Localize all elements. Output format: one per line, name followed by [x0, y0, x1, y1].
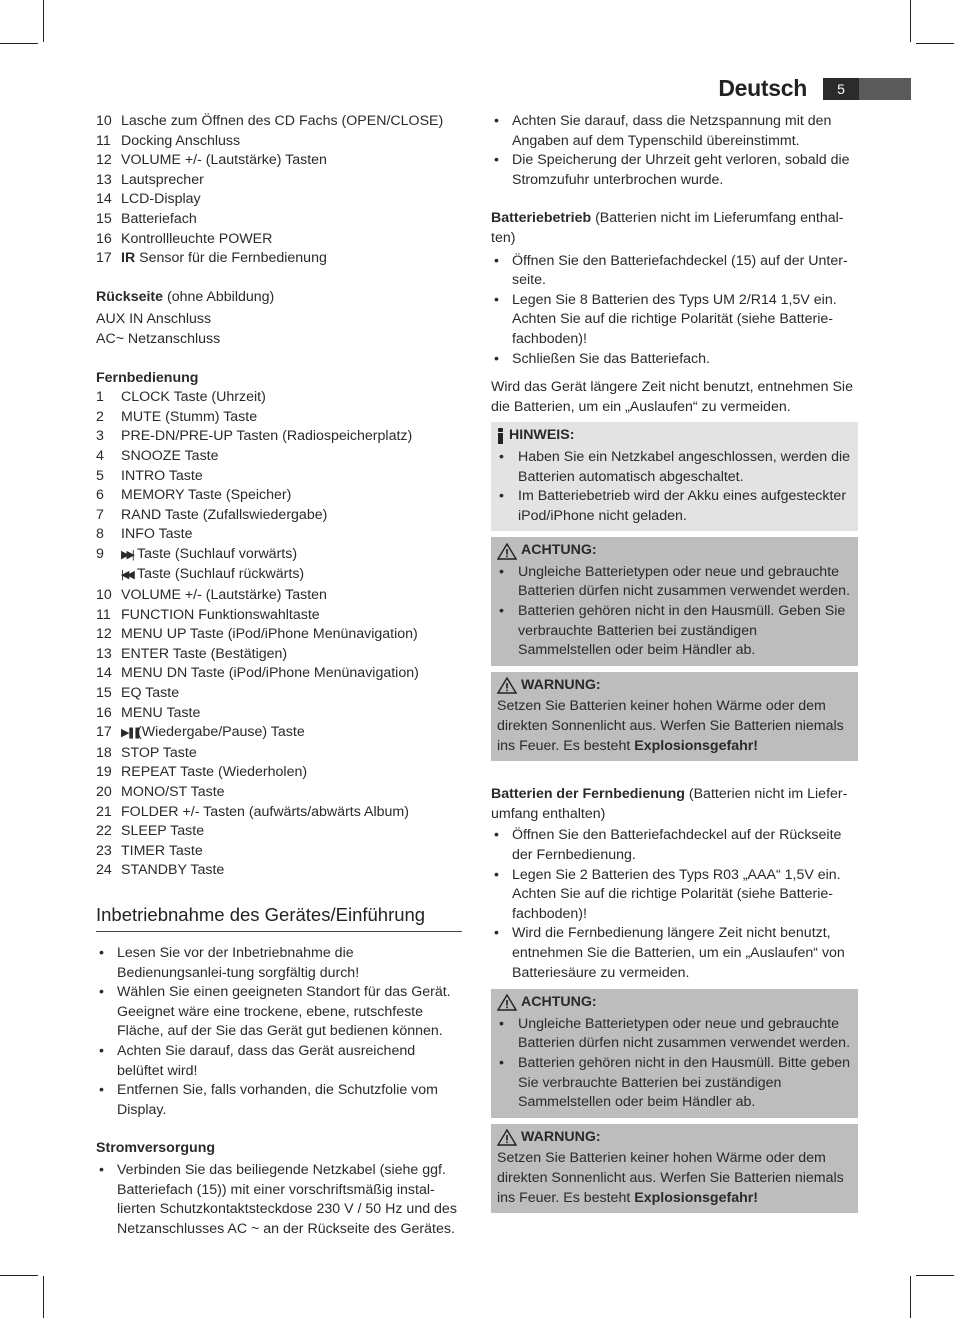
bullet-item: • Batterien gehören nicht in den Hausmüll. Bitte geben Sie verbrauchte Batterien bei zuständigen Sammelstellen oder beim Händler ab. [497, 1054, 852, 1113]
bullet-item: • Wählen Sie einen geeigneten Standort für das Gerät. Geeignet wäre eine trockene, ebene, rutschfeste Fläche, auf der Sie das Gerät gut bedienen können. [96, 983, 462, 1042]
item-text: STANDBY Taste [121, 862, 225, 879]
item-number: 3 [96, 428, 104, 445]
item-number: 6 [96, 487, 104, 504]
item-text: PRE-DN/PRE-UP Tasten (Radiospeicherplatz) [121, 428, 413, 445]
warnung-title: WARNUNG: [521, 676, 601, 693]
item-text: RAND Taste (Zufallswiedergabe) [121, 506, 328, 523]
list-item [96, 506, 462, 526]
item-number: 12 [96, 152, 112, 169]
rueckseite-line: AUX IN Anschluss [96, 311, 212, 328]
list-item [96, 171, 462, 191]
fernbedienung-heading: Fernbedienung [96, 369, 199, 386]
list-item [96, 545, 462, 566]
language-title: Deutsch [718, 75, 807, 102]
bullet-item: • Schließen Sie das Batteriefach. [491, 350, 858, 370]
fernbedienung-batterien-heading: Batterien der Fernbedienung (Batterien nicht im Liefer-umfang enthalten) [491, 786, 848, 822]
item-number: 14 [96, 665, 112, 682]
remote-battery-list [491, 826, 858, 983]
item-text: FUNCTION Funktionswahltaste [121, 606, 320, 623]
warning-triangle-icon [497, 677, 517, 694]
bullet-item: • Legen Sie 2 Batterien des Typs R03 „AAA“ 1,5V ein. Achten Sie auf die richtige Polarität (siehe Batterie-fachboden)! [491, 866, 858, 925]
device-parts-list [96, 112, 462, 269]
list-item [96, 210, 462, 230]
hinweis-title: HINWEIS: [509, 427, 575, 444]
item-number: 15 [96, 685, 112, 702]
item-text: MEMORY Taste (Speicher) [121, 487, 292, 504]
list-item [96, 803, 462, 823]
item-text: Lautsprecher [121, 171, 204, 188]
item-text: INFO Taste [121, 526, 193, 543]
item-number: 14 [96, 191, 112, 208]
power-list [96, 1161, 462, 1239]
achtung-box [491, 537, 858, 666]
list-item [96, 151, 462, 171]
bullet-item: • Achten Sie darauf, dass das Gerät ausreichend belüftet wird! [96, 1042, 462, 1081]
voltage-notes-list [491, 112, 858, 190]
achtung-box [491, 989, 858, 1118]
bullet-item: • Öffnen Sie den Batteriefachdeckel (15) auf der Unter-seite. [491, 252, 858, 291]
item-number: 15 [96, 210, 112, 227]
crop-mark [910, 0, 911, 42]
item-number: 20 [96, 784, 112, 800]
item-number: 1 [96, 389, 104, 406]
warnung-text: Setzen Sie Batterien keiner hohen Wärme oder dem direkten Sonnenlicht aus. Werfen Sie Batterien niemals ins Feuer. Es besteht Explosionsgefahr! [497, 1150, 844, 1206]
item-text: Lasche zum Öffnen des CD Fachs (OPEN/CLOSE) [121, 113, 444, 129]
list-item [96, 842, 462, 862]
warnung-box [491, 672, 858, 761]
media-control-icon: ▶❚❚ [121, 727, 139, 740]
media-control-icon: |◀◀ [121, 569, 132, 582]
list-item [96, 684, 462, 704]
list-item [96, 744, 462, 764]
list-item [96, 763, 462, 783]
item-number: 10 [96, 587, 112, 604]
item-text: EQ Taste [121, 685, 180, 702]
item-number: 18 [96, 744, 112, 761]
list-item [96, 486, 462, 506]
item-number: 10 [96, 113, 112, 129]
item-number: 13 [96, 645, 112, 662]
header-bar [859, 78, 911, 100]
bullet-item: • Im Batteriebetrieb wird der Akku eines aufgesteckter iPod/iPhone nicht geladen. [497, 487, 852, 526]
item-text: TIMER Taste [121, 842, 203, 859]
list-item [96, 230, 462, 250]
bullet-item: • Entfernen Sie, falls vorhanden, die Schutzfolie vom Display. [96, 1081, 462, 1120]
list-item [96, 525, 462, 545]
left-column [96, 112, 462, 1239]
crop-mark [0, 1275, 38, 1276]
item-text: MENU Taste [121, 704, 201, 721]
crop-mark [0, 43, 38, 44]
bullet-item: • Haben Sie ein Netzkabel angeschlossen, werden die Batterien automatisch abgeschaltet. [497, 448, 852, 487]
list-item [96, 625, 462, 645]
list-item [96, 467, 462, 487]
bullet-item: • Öffnen Sie den Batteriefachdeckel auf der Rückseite der Fernbedienung. [491, 826, 858, 865]
page-number: 5 [823, 78, 859, 100]
hinweis-box [491, 422, 858, 531]
info-icon [497, 428, 503, 444]
list-item [96, 645, 462, 665]
list-item [96, 408, 462, 428]
item-text: VOLUME +/- (Lautstärke) Tasten [121, 587, 327, 604]
crop-mark [43, 1276, 44, 1318]
bullet-item: • Verbinden Sie das beiliegende Netzkabel (siehe ggf. Batteriefach (15)) mit einer vorschriftsmäßig instal-lierten Schutzkontaktsteckdose 230 V / 50 Hz und des Netzanschlusses AC ~ an der Rückseite des Gerätes. [96, 1161, 462, 1239]
remote-buttons-list [96, 388, 462, 881]
item-number: 22 [96, 823, 112, 840]
list-item [96, 783, 462, 803]
item-number: 24 [96, 862, 112, 879]
item-text: Docking Anschluss [121, 132, 241, 149]
rueckseite-heading: Rückseite (ohne Abbildung) [96, 288, 275, 305]
item-text: Kontrollleuchte POWER [121, 230, 273, 247]
bullet-item: • Wird die Fernbedienung längere Zeit nicht benutzt, entnehmen Sie die Batterien, um ein „Auslaufen“ von Batteriesäure zu vermeiden. [491, 924, 858, 983]
warnung-text: Setzen Sie Batterien keiner hohen Wärme oder dem direkten Sonnenlicht aus. Werfen Sie Batterien niemals ins Feuer. Es besteht Explosionsgefahr! [497, 698, 844, 754]
item-text: VOLUME +/- (Lautstärke) Tasten [121, 152, 327, 169]
list-item [96, 723, 462, 744]
item-number: 16 [96, 230, 112, 247]
battery-list [491, 252, 858, 370]
bullet-item: • Ungleiche Batterietypen oder neue und gebrauchte Batterien dürfen nicht zusammen verwendet werden. [497, 563, 852, 602]
item-number: 11 [96, 132, 111, 149]
list-item [96, 427, 462, 447]
list-item [96, 447, 462, 467]
setup-list [96, 944, 462, 1120]
bullet-item: • Lesen Sie vor der Inbetriebnahme die Bedienungsanlei-tung sorgfältig durch! [96, 944, 462, 983]
item-text: (Wiedergabe/Pause) Taste [137, 724, 305, 741]
crop-mark [910, 1276, 911, 1318]
item-number: 5 [96, 467, 104, 484]
warning-triangle-icon [497, 1129, 517, 1146]
item-number: 13 [96, 171, 112, 188]
media-control-icon: ▶▶| [121, 548, 132, 561]
item-text: Batteriefach [121, 210, 197, 227]
item-number: 12 [96, 626, 112, 643]
item-number [96, 565, 121, 586]
stromversorgung-heading: Stromversorgung [96, 1140, 216, 1157]
item-text: CLOCK Taste (Uhrzeit) [121, 389, 266, 406]
bullet-item: • Achten Sie darauf, dass die Netzspannung mit den Angaben auf dem Typenschild übereinstimmt. [491, 112, 858, 151]
rueckseite-line: AC~ Netzanschluss [96, 330, 221, 347]
item-text: ENTER Taste (Bestätigen) [121, 645, 288, 662]
item-text: Taste (Suchlauf vorwärts) [137, 545, 298, 562]
warning-triangle-icon [497, 543, 517, 560]
item-text: SLEEP Taste [121, 823, 205, 840]
list-item [96, 388, 462, 408]
item-text: Taste (Suchlauf rückwärts) [137, 566, 305, 583]
list-item [96, 112, 462, 132]
bullet-item: • Die Speicherung der Uhrzeit geht verloren, sobald die Stromzufuhr unterbrochen wurde. [491, 151, 858, 190]
list-item [96, 664, 462, 684]
achtung-title: ACHTUNG: [521, 542, 597, 559]
item-number: 21 [96, 803, 112, 820]
item-text: Sensor für die Fernbedienung [135, 250, 327, 267]
item-number: 7 [96, 506, 104, 523]
item-number: 19 [96, 764, 112, 781]
warning-triangle-icon [497, 994, 517, 1011]
item-number: 8 [96, 526, 104, 543]
page-header [718, 76, 911, 102]
crop-mark [43, 0, 44, 42]
bullet-item: • Batterien gehören nicht in den Hausmüll. Geben Sie verbrauchte Batterien bei zuständigen Sammelstellen oder beim Händler ab. [497, 602, 852, 661]
list-item [96, 565, 462, 586]
item-text: MENU DN Taste (iPod/iPhone Menünavigation) [121, 665, 419, 682]
right-column [491, 112, 858, 1213]
item-number: 2 [96, 408, 104, 425]
item-number: 23 [96, 842, 112, 859]
item-number: 17 [96, 724, 112, 741]
item-text: MONO/ST Taste [121, 784, 225, 800]
section-heading: Inbetriebnahme des Gerätes/Einführung [96, 903, 462, 932]
warnung-box [491, 1124, 858, 1213]
item-text: INTRO Taste [121, 467, 203, 484]
list-item [96, 132, 462, 152]
item-text: REPEAT Taste (Wiederholen) [121, 764, 308, 781]
item-number: 9 [96, 545, 104, 562]
item-text: LCD-Display [121, 191, 201, 208]
battery-paragraph: Wird das Gerät längere Zeit nicht benutzt, entnehmen Sie die Batterien, um ein „Auslaufen“ zu vermeiden. [491, 379, 853, 415]
item-text: SNOOZE Taste [121, 447, 219, 464]
item-text: MENU UP Taste (iPod/iPhone Menünavigation) [121, 626, 418, 643]
list-item [96, 861, 462, 881]
list-item: 17 IR Sensor für die Fernbedienung [96, 249, 462, 269]
list-item [96, 606, 462, 626]
item-number: 17 [96, 250, 112, 267]
batteriebetrieb-heading: Batteriebetrieb (Batterien nicht im Lieferumfang enthal-ten) [491, 210, 844, 246]
item-text: MUTE (Stumm) Taste [121, 408, 258, 425]
bullet-item: • Ungleiche Batterietypen oder neue und gebrauchte Batterien dürfen nicht zusammen verwendet werden. [497, 1015, 852, 1054]
crop-mark [916, 43, 954, 44]
bullet-item: • Legen Sie 8 Batterien des Typs UM 2/R14 1,5V ein. Achten Sie auf die richtige Polarität (siehe Batterie-fachboden)! [491, 291, 858, 350]
list-item [96, 586, 462, 606]
list-item [96, 822, 462, 842]
item-number: 11 [96, 606, 111, 623]
item-text: STOP Taste [121, 744, 197, 761]
list-item [96, 704, 462, 724]
warnung-title: WARNUNG: [521, 1128, 601, 1145]
item-text: FOLDER +/- Tasten (aufwärts/abwärts Album) [121, 803, 409, 820]
achtung-title: ACHTUNG: [521, 994, 597, 1011]
list-item [96, 190, 462, 210]
crop-mark [916, 1275, 954, 1276]
item-number: 16 [96, 704, 112, 721]
item-number: 4 [96, 447, 104, 464]
